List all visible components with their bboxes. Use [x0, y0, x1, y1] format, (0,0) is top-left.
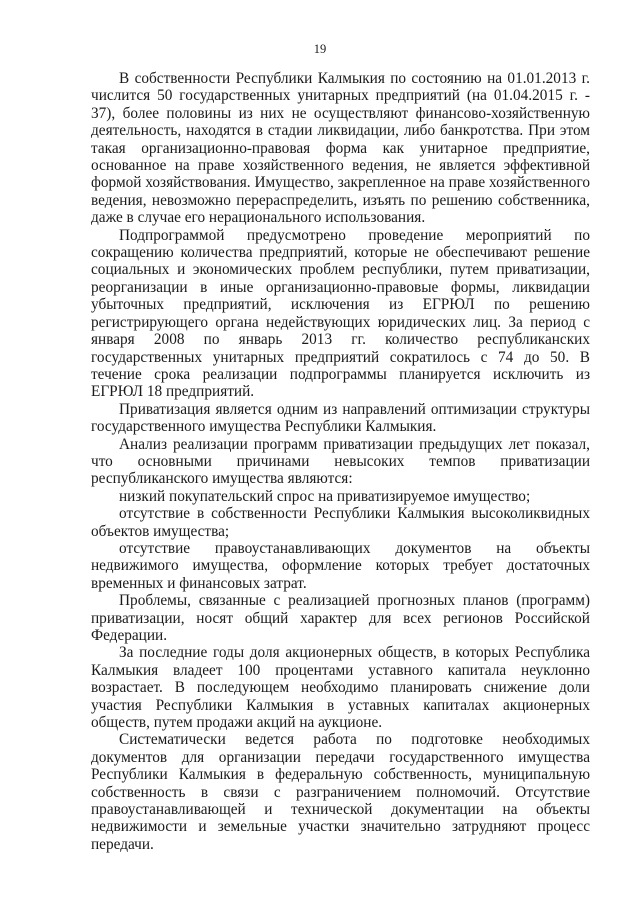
paragraph-analysis: Анализ реализации программ приватизации предыдущих лет показал, что основными причинами невысоких темпов приватизации республиканского имущества являются: [91, 435, 590, 488]
paragraph-privatization-direction: Приватизация является одним из направлений оптимизации структуры государственного имущества Республики Калмыкия. [91, 400, 590, 436]
page-number: 19 [313, 42, 327, 56]
list-item-no-liquid-objects: отсутствие в собственности Республики Калмыкия высоколиквидных объектов имущества; [91, 505, 590, 540]
list-item-low-demand: низкий покупательский спрос на приватизируемое имущество; [119, 487, 531, 505]
list-item-no-documents: отсутствие правоустанавливающих документов на объекты недвижимого имущества, оформление которых требует достаточных временных и финансовых затрат. [91, 539, 590, 592]
paragraph-subprogram-measures: Подпрограммой предусмотрено проведение мероприятий по сокращению количества предприятий, которые не обеспечивают решение социальных и экономических проблем республики, путем приватизации, реорганизации в иные организационно-правовые формы, ликвидации убыточных предприятий, исключения из ЕГРЮЛ по решению регистрирующего органа недействующих юридических лиц. За период с января 2008 по январь 2013 гг. количество республиканских государственных унитарных предприятий сократилось с 74 до 50. В течение срока реализации подпрограммы планируется исключить из ЕГРЮЛ 18 предприятий. [91, 226, 590, 401]
body-text [91, 70, 590, 853]
paragraph-transfer-work: Систематически ведется работа по подготовке необходимых документов для организации передачи государственного имущества Республики Калмыкия в федеральную собственность, муниципальную собственность в связи с разграничением полномочий. Отсутствие правоустанавливающей и технической документации на объекты недвижимости и земельные участки значительно затрудняют процесс передачи. [91, 731, 590, 853]
paragraph-joint-stock: За последние годы доля акционерных обществ, в которых Республика Калмыкия владеет 100 процентами уставного капитала неуклонно возрастает. В последующем необходимо планировать снижение доли участия Республики Калмыкия в уставных капиталах акционерных обществ, путем продажи акций на аукционе. [91, 644, 590, 732]
paragraph-problems: Проблемы, связанные с реализацией прогнозных планов (программ) приватизации, носят общий характер для всех регионов Российской Федерации. [91, 592, 590, 644]
paragraph-state-enterprises: В собственности Республики Калмыкия по состоянию на 01.01.2013 г. числится 50 государственных унитарных предприятий (на 01.04.2015 г. - 37), более половины из них не осуществляют финансово-хозяйственную деятельность, находятся в стадии ликвидации, либо банкротства. При этом такая организационно-правовая форма как унитарное предприятие, основанное на праве хозяйственного ведения, не является эффективной формой хозяйствования. Имущество, закрепленное на праве хозяйственного ведения, невозможно перераспределить, изъять по решению собственника, даже в случае его нерационального использования. [91, 70, 590, 227]
